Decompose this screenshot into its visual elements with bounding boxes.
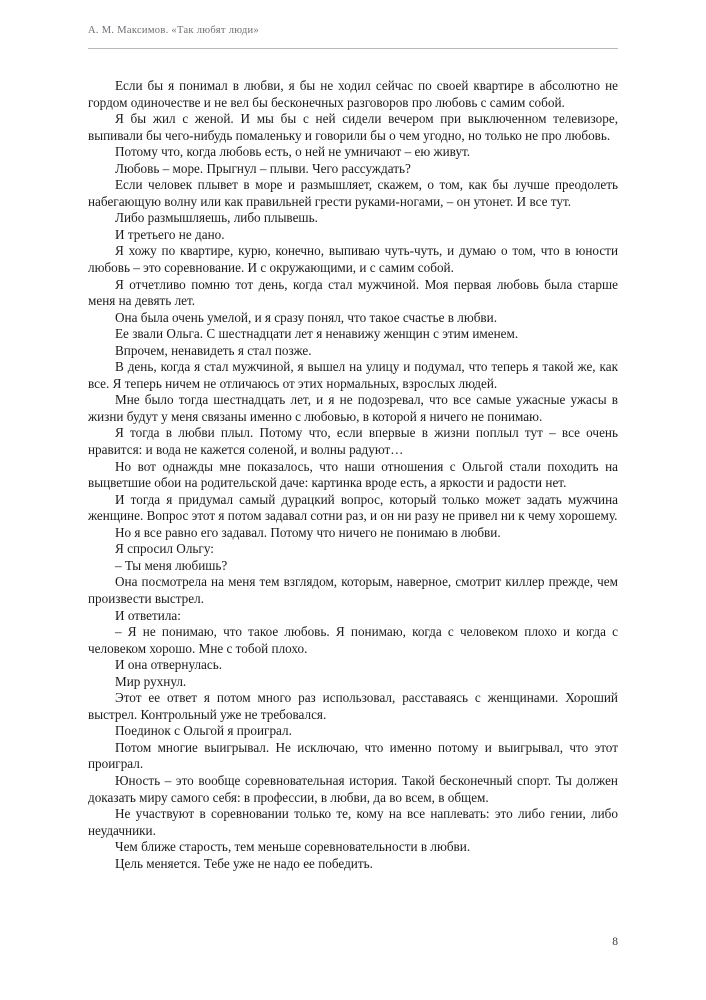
body-paragraph: Мир рухнул. [115, 673, 187, 689]
body-paragraph: Не участвуют в соревновании только те, кому на все наплевать: это либо гении, либо неудачники. [88, 806, 618, 838]
body-paragraph: Поединок с Ольгой я проиграл. [115, 723, 292, 739]
body-paragraph: Чем ближе старость, тем меньше соревновательности в любви. [115, 839, 471, 855]
body-paragraph: Этот ее ответ я потом много раз использовал, расставаясь с женщинами. Хороший выстрел. Контрольный уже не требовался. [88, 690, 618, 722]
body-paragraph: Я хожу по квартире, курю, конечно, выпиваю чуть-чуть, и думаю о том, что в юности любовь – это соревнование. И с окружающими, и с самим собой. [88, 243, 618, 276]
body-text [88, 78, 618, 872]
body-paragraph: Ее звали Ольга. С шестнадцати лет я ненавижу женщин с этим именем. [115, 326, 519, 342]
body-paragraph: И тогда я придумал самый дурацкий вопрос, который только может задать мужчина женщине. Вопрос этот я потом задавал сотни раз, и он ни разу не привел ни к чему хорошему. [88, 491, 618, 524]
body-paragraph: В день, когда я стал мужчиной, я вышел на улицу и подумал, что теперь я такой же, как все. Я теперь ничем не отличаюсь от этих нормальных, взрослых людей. [88, 359, 618, 391]
body-paragraph: – Я не понимаю, что такое любовь. Я понимаю, когда с человеком плохо и когда с человеком хорошо. Мне с тобой плохо. [88, 624, 618, 656]
body-paragraph: Если человек плывет в море и размышляет, скажем, о том, как бы лучше преодолеть набегающую волну или как правильней грести руками-ногами, – он утонет. И все тут. [88, 177, 618, 209]
body-paragraph: Цель меняется. Тебе уже не надо ее победить. [115, 855, 373, 871]
body-paragraph: И она отвернулась. [115, 657, 223, 673]
body-paragraph: Мне было тогда шестнадцать лет, и я не подозревал, что все самые ужасные ужасы в жизни будут у меня связаны именно с любовью, в которой я ничего не понимаю. [88, 392, 618, 424]
body-paragraph: Я тогда в любви плыл. Потому что, если впервые в жизни поплыл тут – все очень нравится: и вода не кажется соленой, и волны радуют… [88, 425, 618, 458]
body-paragraph: Юность – это вообще соревновательная история. Такой бесконечный спорт. Ты должен доказать миру самого себя: в профессии, в любви, да во всем, в общем. [88, 772, 618, 805]
body-paragraph: Если бы я понимал в любви, я бы не ходил сейчас по своей квартире в абсолютно не гордом одиночестве и не вел бы бесконечных разговоров про любовь с самим собой. [88, 78, 618, 110]
body-paragraph: Потом многие выигрывал. Не исключаю, что именно потому и выигрывал, что этот проиграл. [88, 739, 618, 772]
body-paragraph: Любовь – море. Прыгнул – плыви. Чего рассуждать? [115, 160, 411, 176]
page-number: 8 [612, 936, 618, 948]
body-paragraph: Я спросил Ольгу: [115, 541, 214, 557]
body-paragraph: И третьего не дано. [115, 226, 225, 242]
body-paragraph: Она была очень умелой, и я сразу понял, что такое счастье в любви. [115, 309, 498, 325]
body-paragraph: Я отчетливо помню тот день, когда стал мужчиной. Моя первая любовь была старше меня на девять лет. [88, 276, 618, 309]
body-paragraph: Я бы жил с женой. И мы бы с ней сидели вечером при выключенном телевизоре, выпивали бы чего-нибудь помаленьку и говорили бы о чем угодно, но только не про любовь. [88, 111, 618, 143]
body-paragraph: Либо размышляешь, либо плывешь. [115, 210, 318, 226]
body-paragraph: Потому что, когда любовь есть, о ней не умничают – ею живут. [115, 144, 471, 160]
body-paragraph: Но я все равно его задавал. Потому что ничего не понимаю в любви. [115, 524, 501, 540]
body-paragraph: Она посмотрела на меня тем взглядом, которым, наверное, смотрит киллер прежде, чем произвести выстрел. [88, 574, 618, 606]
header-divider [88, 48, 618, 49]
body-paragraph: И ответила: [115, 607, 181, 623]
body-paragraph: Но вот однажды мне показалось, что наши отношения с Ольгой стали походить на выцветшие обои на родительской даче: картинка вроде есть, а яркости и радости нет. [88, 458, 618, 491]
body-paragraph: Впрочем, ненавидеть я стал позже. [115, 342, 312, 358]
body-paragraph: – Ты меня любишь? [115, 557, 228, 573]
running-head: А. М. Максимов. «Так любят люди» [88, 25, 259, 36]
